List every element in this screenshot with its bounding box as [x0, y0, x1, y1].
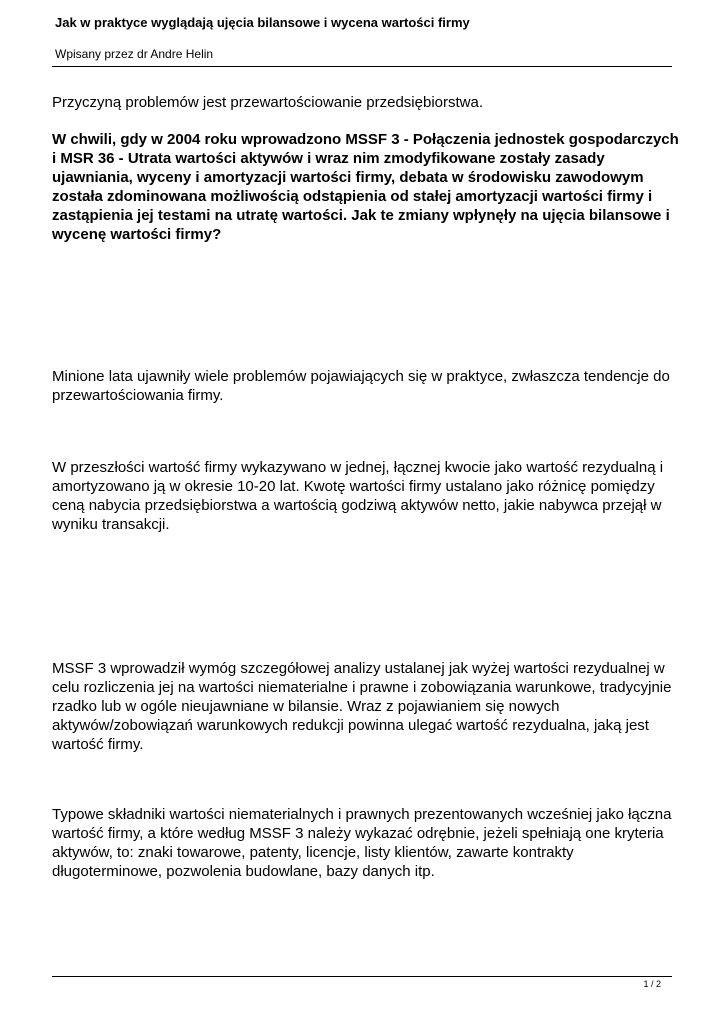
page-title: Jak w praktyce wyglądają ujęcia bilansowe i wycena wartości firmy: [55, 15, 470, 30]
page-number: 1 / 2: [643, 979, 661, 989]
lead-paragraph: W chwili, gdy w 2004 roku wprowadzono MSSF 3 - Połączenia jednostek gospodarczych i MSR 36 - Utrata wartości aktywów i wraz nim zmodyfikowane zostały zasady ujawniania, wyceny i amortyzacji wartości firmy, debata w środowisku zawodowym została zdominowana możliwością odstąpienia od stałej amortyzacji wartości firmy i zastąpienia jej testami na utratę wartości. Jak te zmiany wpłynęły na ujęcia bilansowe i wycenę wartości firmy?: [52, 131, 679, 243]
body-paragraph: Minione lata ujawniły wiele problemów pojawiających się w praktyce, zwłaszcza tendencje do przewartościowania firmy.: [52, 368, 670, 404]
author-byline: Wpisany przez dr Andre Helin: [55, 47, 214, 61]
header-divider: [52, 66, 672, 67]
footer-divider: [52, 976, 672, 977]
intro-paragraph: Przyczyną problemów jest przewartościowanie przedsiębiorstwa.: [52, 94, 484, 111]
body-paragraph: W przeszłości wartość firmy wykazywano w jednej, łącznej kwocie jako wartość rezydualną i amortyzowano ją w okresie 10-20 lat. Kwotę wartości firmy ustalano jako różnicę pomiędzy ceną nabycia przedsiębiorstwa a wartością godziwą aktywów netto, jakie nabywca przejął w wyniku transakcji.: [52, 459, 664, 533]
body-paragraph: MSSF 3 wprowadził wymóg szczegółowej analizy ustalanej jak wyżej wartości rezydualnej w celu rozliczenia jej na wartości niematerialne i prawne i zobowiązania warunkowe, tradycyjnie rzadko lub w ogóle nieujawniane w bilansie. Wraz z pojawianiem się nowych aktywów/zobowiązań warunkowych redukcji powinna ulegać wartość rezydualna, jaką jest wartość firmy.: [52, 660, 672, 753]
body-paragraph: Typowe składniki wartości niematerialnych i prawnych prezentowanych wcześniej jako łączna wartość firmy, a które według MSSF 3 należy wykazać odrębnie, jeżeli spełniają one kryteria aktywów, to: znaki towarowe, patenty, licencje, listy klientów, zawarte kontrakty długoterminowe, pozwolenia budowlane, bazy danych itp.: [52, 806, 672, 880]
